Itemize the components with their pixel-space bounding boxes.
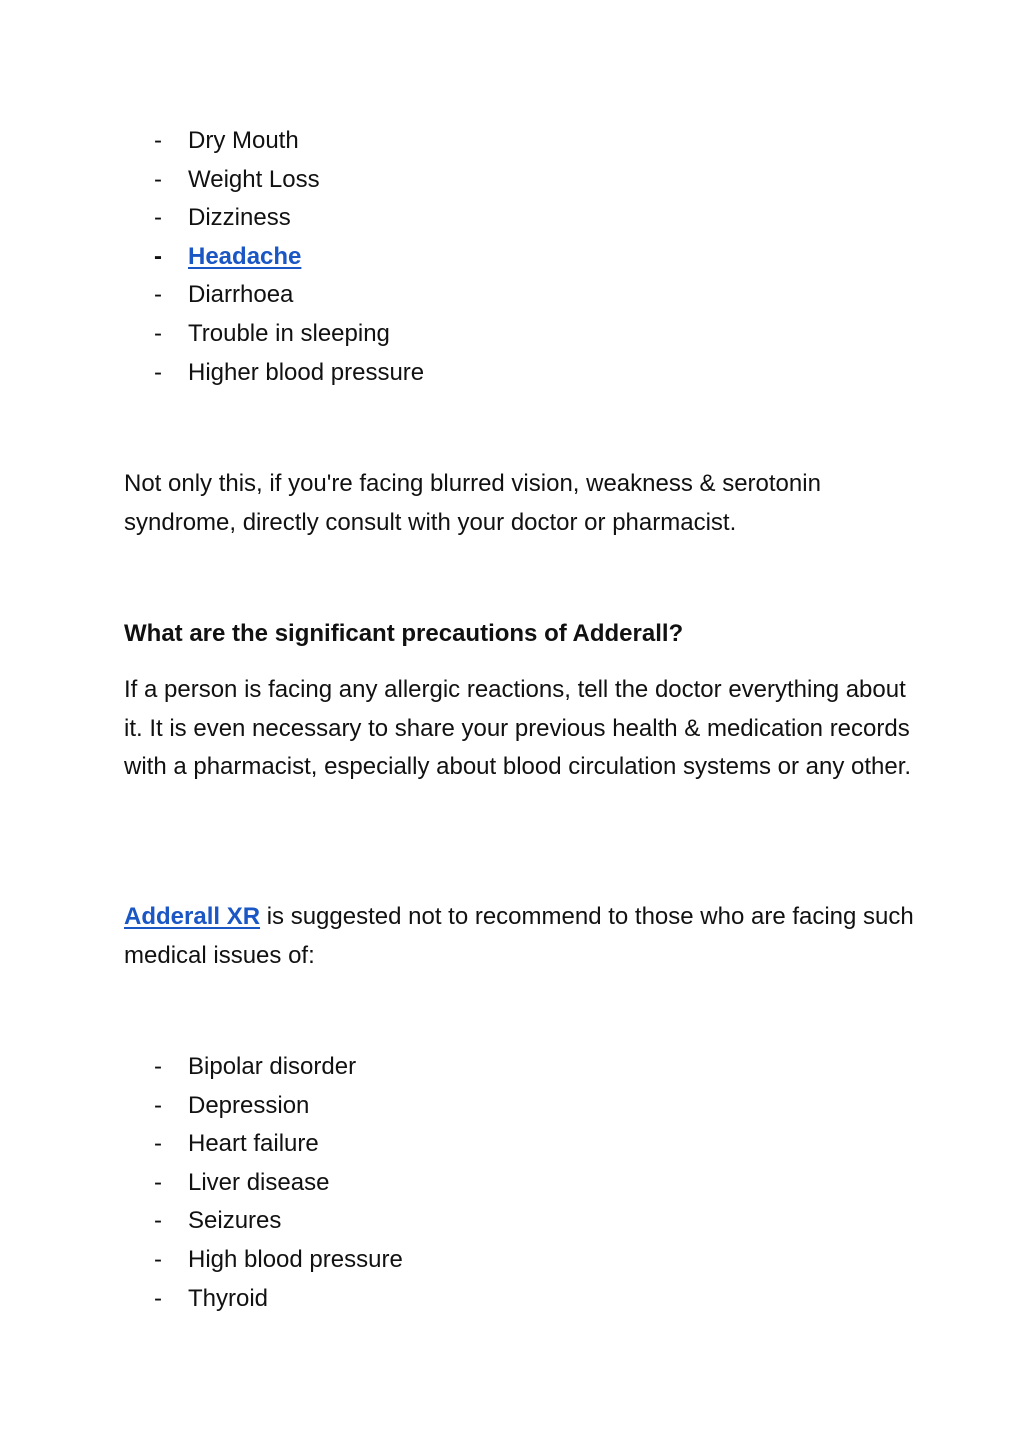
dash-marker: - <box>154 319 162 347</box>
dash-marker: - <box>154 281 162 309</box>
adderall-xr-link[interactable]: Adderall XR <box>124 903 261 930</box>
list-item-text: Depression <box>188 1091 310 1119</box>
dash-marker: - <box>154 165 162 193</box>
list-item-text: Seizures <box>188 1207 282 1235</box>
list-item-text: High blood pressure <box>188 1245 403 1273</box>
dash-marker: - <box>154 1284 162 1312</box>
dash-marker: - <box>154 204 162 232</box>
list-item <box>152 1202 403 1241</box>
precautions-heading: What are the significant precautions of Adderall? <box>124 620 684 647</box>
list-item <box>152 1241 403 1280</box>
list-item <box>152 276 424 315</box>
adderall-xr-paragraph <box>124 898 914 975</box>
list-item <box>152 1048 403 1087</box>
list-item <box>152 1125 403 1164</box>
adderall-xr-paragraph-text: is suggested not to recommend to those who are facing such medical issues of: <box>124 903 914 969</box>
allergy-paragraph: If a person is facing any allergic reactions, tell the doctor everything about it. It is even necessary to share your previous health & medication records with a pharmacist, especially about blood circulation systems or any other. <box>124 676 912 781</box>
list-item <box>152 1087 403 1126</box>
list-item-text: Thyroid <box>188 1284 269 1312</box>
list-item <box>152 199 424 238</box>
dash-marker: - <box>154 358 162 386</box>
side-effects-list <box>152 122 424 392</box>
dash-marker: - <box>154 1130 162 1158</box>
list-item <box>152 315 424 354</box>
list-item <box>152 1164 403 1203</box>
dash-marker: - <box>154 1053 162 1080</box>
list-item-text: Liver disease <box>188 1168 330 1196</box>
list-item <box>152 238 424 277</box>
list-item <box>152 1280 403 1319</box>
list-item <box>152 122 424 161</box>
dash-marker: - <box>154 1091 162 1119</box>
list-item <box>152 161 424 200</box>
list-item-text: Dry Mouth <box>188 127 299 154</box>
headache-link[interactable]: Headache <box>188 242 302 270</box>
list-item-text: Diarrhoea <box>188 281 294 309</box>
list-item-text: Higher blood pressure <box>188 358 425 386</box>
dash-marker: - <box>154 127 162 154</box>
list-item <box>152 354 424 393</box>
dash-marker: - <box>154 1168 162 1196</box>
dash-marker: - <box>154 242 162 270</box>
dash-marker: - <box>154 1245 162 1273</box>
list-item-text: Bipolar disorder <box>188 1053 357 1080</box>
list-item-text: Dizziness <box>188 204 291 232</box>
list-item-text: Weight Loss <box>188 165 320 193</box>
dash-marker: - <box>154 1207 162 1235</box>
consult-paragraph: Not only this, if you're facing blurred vision, weakness & serotonin syndrome, directly consult with your doctor or pharmacist. <box>124 470 821 536</box>
conditions-list <box>152 1048 403 1318</box>
list-item-text: Heart failure <box>188 1130 319 1158</box>
list-item-text: Trouble in sleeping <box>188 319 390 347</box>
